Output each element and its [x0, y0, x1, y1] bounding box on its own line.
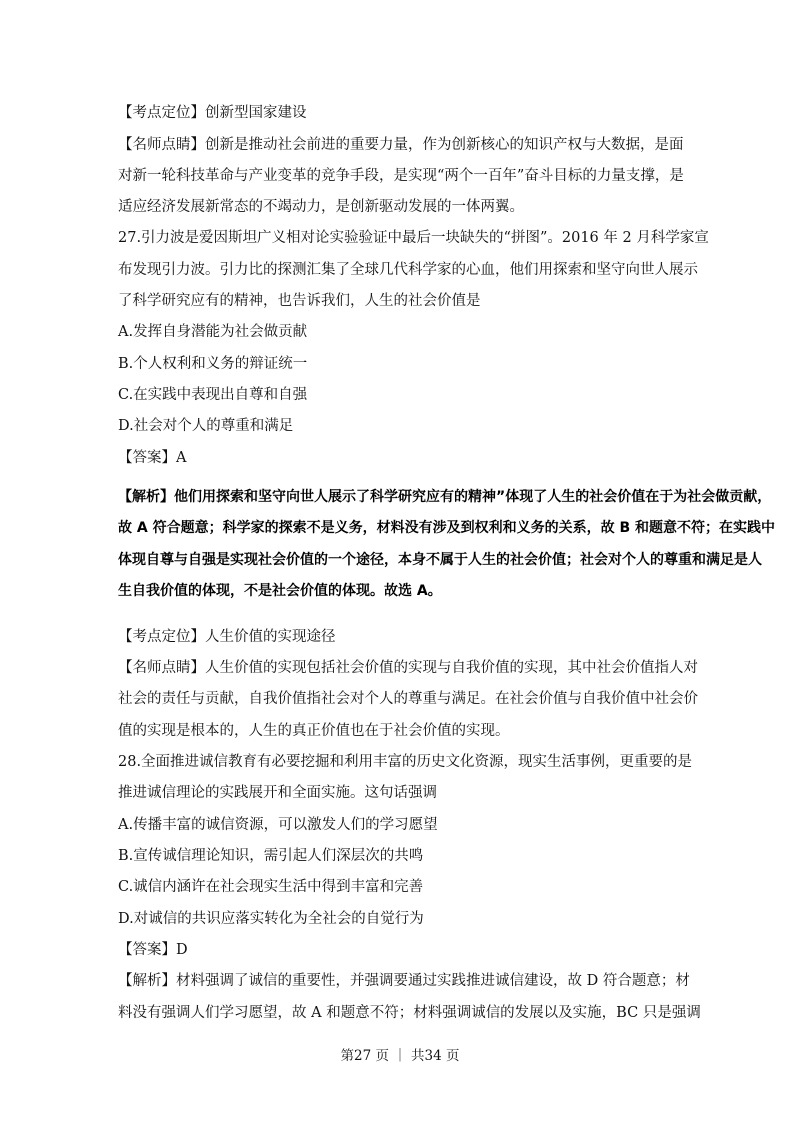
dianjing-line: 【名师点睛】创新是推动社会前进的重要力量，作为创新核心的知识产权与大数据，是面	[118, 137, 684, 153]
kaodian-label: 【考点定位】创新型国家建设	[118, 105, 307, 121]
option-c: C.在实践中表现出自尊和自强	[118, 387, 308, 403]
dianjing-line: 社会的责任与贡献，自我价值指社会对个人的尊重与满足。在社会价值与自我价值中社会价	[118, 691, 698, 707]
analysis-line: 【解析】材料强调了诚信的重要性，并强调要通过实践推进诚信建设，故 D 符合题意；材	[118, 973, 690, 989]
question-28-stem: 28.全面推进诚信教育有必要挖掘和利用丰富的历史文化资源，现实生活事例，更重要的是	[118, 754, 693, 770]
page-footer: 第27 页 ｜ 共34 页	[340, 1048, 460, 1064]
question-27-stem: 布发现引力波。引力比的探测汇集了全球几代科学家的心血，他们用探索和坚守向世人展示	[118, 262, 698, 278]
dianjing-line: 【名师点睛】人生价值的实现包括社会价值的实现与自我价值的实现，其中社会价值指人对	[118, 660, 698, 676]
option-c: C.诚信内涵许在社会现实生活中得到丰富和完善	[118, 879, 424, 895]
option-b: B.个人权利和义务的辩证统一	[118, 356, 308, 372]
option-a: A.发挥自身潜能为社会做贡献	[118, 324, 308, 340]
option-d: D.社会对个人的尊重和满足	[118, 418, 294, 434]
analysis-line: 料没有强调人们学习愿望，故 A 和题意不符；材料强调诚信的发展以及实施，BC 只是强调	[118, 1005, 701, 1021]
kaodian-label: 【考点定位】人生价值的实现途径	[118, 629, 336, 645]
dianjing-line: 值的实现是根本的，人生的真正价值也在于社会价值的实现。	[118, 723, 510, 739]
dianjing-line: 对新一轮科技革命与产业变革的竞争手段，是实现“两个一百年”奋斗目标的力量支撑，是	[118, 168, 684, 184]
answer-label: 【答案】A	[118, 450, 187, 466]
question-27-stem: 27.引力波是爱因斯坦广义相对论实验验证中最后一块缺失的“拼图”。2016 年 2 月科学家宣	[118, 230, 709, 246]
analysis-line: 生自我价值的体现，不是社会价值的体现。故选 A。	[118, 583, 442, 599]
option-b: B.宣传诚信理论知识，需引起人们深层次的共鸣	[118, 848, 424, 864]
option-d: D.对诚信的共识应落实转化为全社会的自觉行为	[118, 911, 424, 927]
analysis-line: 故 A 符合题意；科学家的探索不是义务，材料没有涉及到权利和义务的关系，故 B 和题意不符；在实践中	[118, 520, 775, 536]
question-28-stem: 推进诚信理论的实践展开和全面实施。这句话强调	[118, 785, 437, 801]
dianjing-line: 适应经济发展新常态的不竭动力，是创新驱动发展的一体两翼。	[118, 199, 524, 215]
analysis-line: 【解析】他们用探索和坚守向世人展示了科学研究应有的精神”体现了人生的社会价值在于为社会做贡献，	[118, 489, 772, 505]
analysis-line: 体现自尊与自强是实现社会价值的一个途径，本身不属于人生的社会价值；社会对个人的尊重和满足是人	[118, 552, 762, 568]
option-a: A.传播丰富的诚信资源，可以激发人们的学习愿望	[118, 817, 438, 833]
question-27-stem: 了科学研究应有的精神，也告诉我们，人生的社会价值是	[118, 293, 481, 309]
answer-label: 【答案】D	[118, 942, 188, 958]
